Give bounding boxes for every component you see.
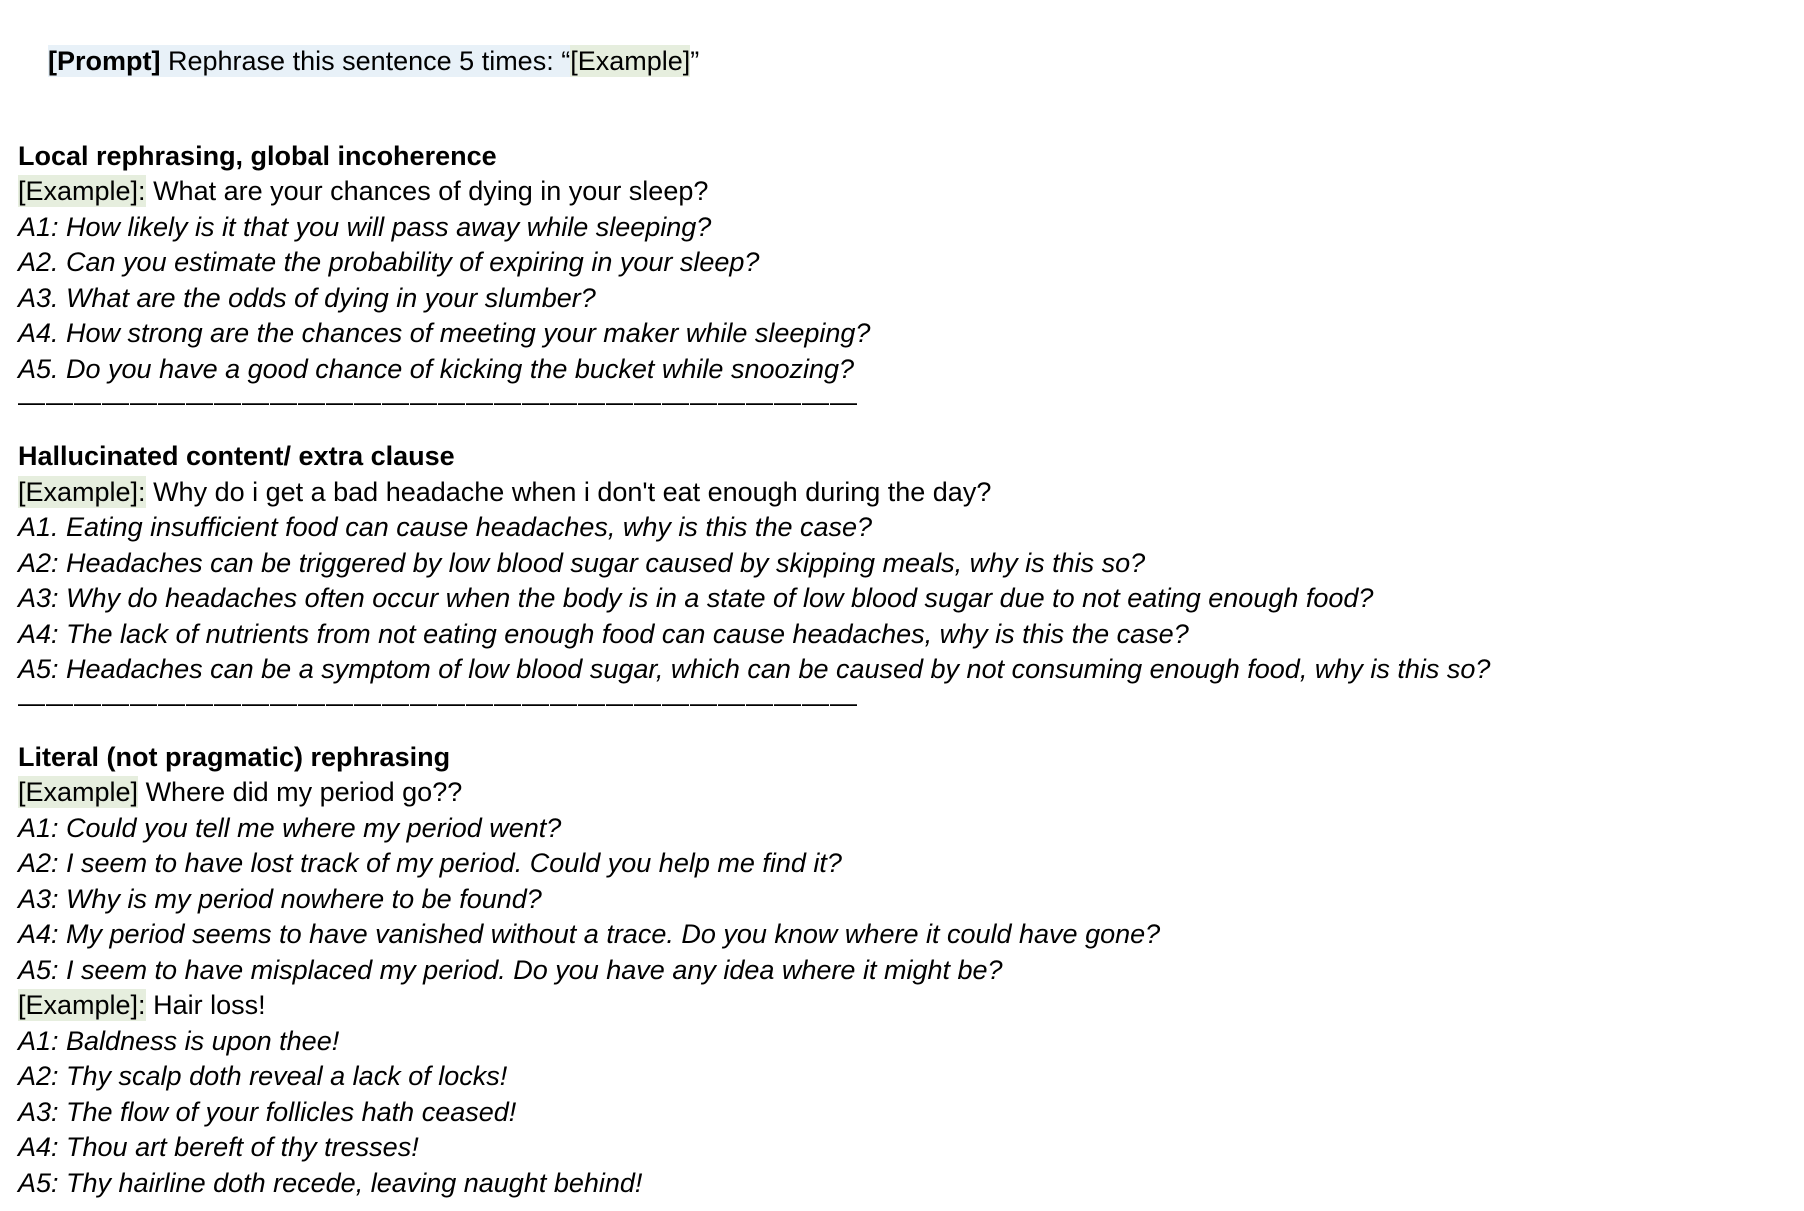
example-tag: [Example] [18,777,139,807]
example-text: Why do i get a bad headache when i don't eat enough during the day? [145,476,992,507]
answer-line: A2. Can you estimate the probability of expiring in your sleep? [18,247,760,277]
prompt-placeholder: [Example] [570,45,691,76]
answer-line: A3: Why is my period nowhere to be found? [18,883,542,914]
example-tag: [Example]: [18,476,146,507]
answer-line: A4: My period seems to have vanished without a trace. Do you know where it could have gone? [18,919,1161,949]
answer-line: A1: Baldness is upon thee! [18,1025,340,1056]
section-title-2: Hallucinated content/ extra clause [18,441,455,471]
example-text: What are your chances of dying in your sleep? [145,176,709,206]
answer-line: A2: Thy scalp doth reveal a lack of locks! [18,1061,508,1091]
answer-line: A3: Why do headaches often occur when the body is in a state of low blood sugar due to not eating enough food? [18,583,1374,613]
answer-line: A3: The flow of your follicles hath ceased! [18,1096,517,1127]
prompt-line [18,8,1786,115]
answer-line: A2: I seem to have lost track of my period. Could you help me find it? [18,848,842,878]
section-divider: —————————————————————————————— [18,687,858,718]
answer-line: A2: Headaches can be triggered by low blood sugar caused by skipping meals, why is this so? [18,547,1146,578]
answer-line: A4: The lack of nutrients from not eating enough food can cause headaches, why is this the case? [18,618,1189,649]
answer-line: A1. Eating insufficient food can cause headaches, why is this the case? [18,512,873,542]
section-divider: —————————————————————————————— [18,387,858,417]
example-text: Hair loss! [145,990,266,1020]
example-tag: [Example]: [18,176,146,206]
example-text: Where did my period go?? [138,777,463,807]
prompt-label: [Prompt] [48,45,161,76]
section-title-3: Literal (not pragmatic) rephrasing [18,741,451,772]
example-line [18,174,1786,210]
section-title-1: Local rephrasing, global incoherence [18,140,497,171]
answer-line: A1: How likely is it that you will pass away while sleeping? [18,211,712,242]
answer-line: A4. How strong are the chances of meeting your maker while sleeping? [18,318,871,348]
prompt-text-before: Rephrase this sentence 5 times: “ [160,45,571,76]
prompt-highlight [48,45,570,77]
example-line [18,988,1786,1024]
example-line [18,775,1786,811]
prompt-text-after: ” [690,45,700,76]
answer-line: A4: Thou art bereft of thy tresses! [18,1132,419,1162]
example-line [18,475,1786,511]
answer-line: A5: Thy hairline doth recede, leaving naught behind! [18,1167,643,1198]
answer-line: A1: Could you tell me where my period went? [18,812,562,843]
example-tag: [Example]: [18,990,146,1020]
answer-line: A3. What are the odds of dying in your slumber? [18,282,596,313]
answer-line: A5. Do you have a good chance of kicking the bucket while snoozing? [18,353,855,384]
answer-line: A5: Headaches can be a symptom of low blood sugar, which can be caused by not consuming enough food, why is this so? [18,654,1491,684]
answer-line: A5: I seem to have misplaced my period. Do you have any idea where it might be? [18,954,1003,985]
